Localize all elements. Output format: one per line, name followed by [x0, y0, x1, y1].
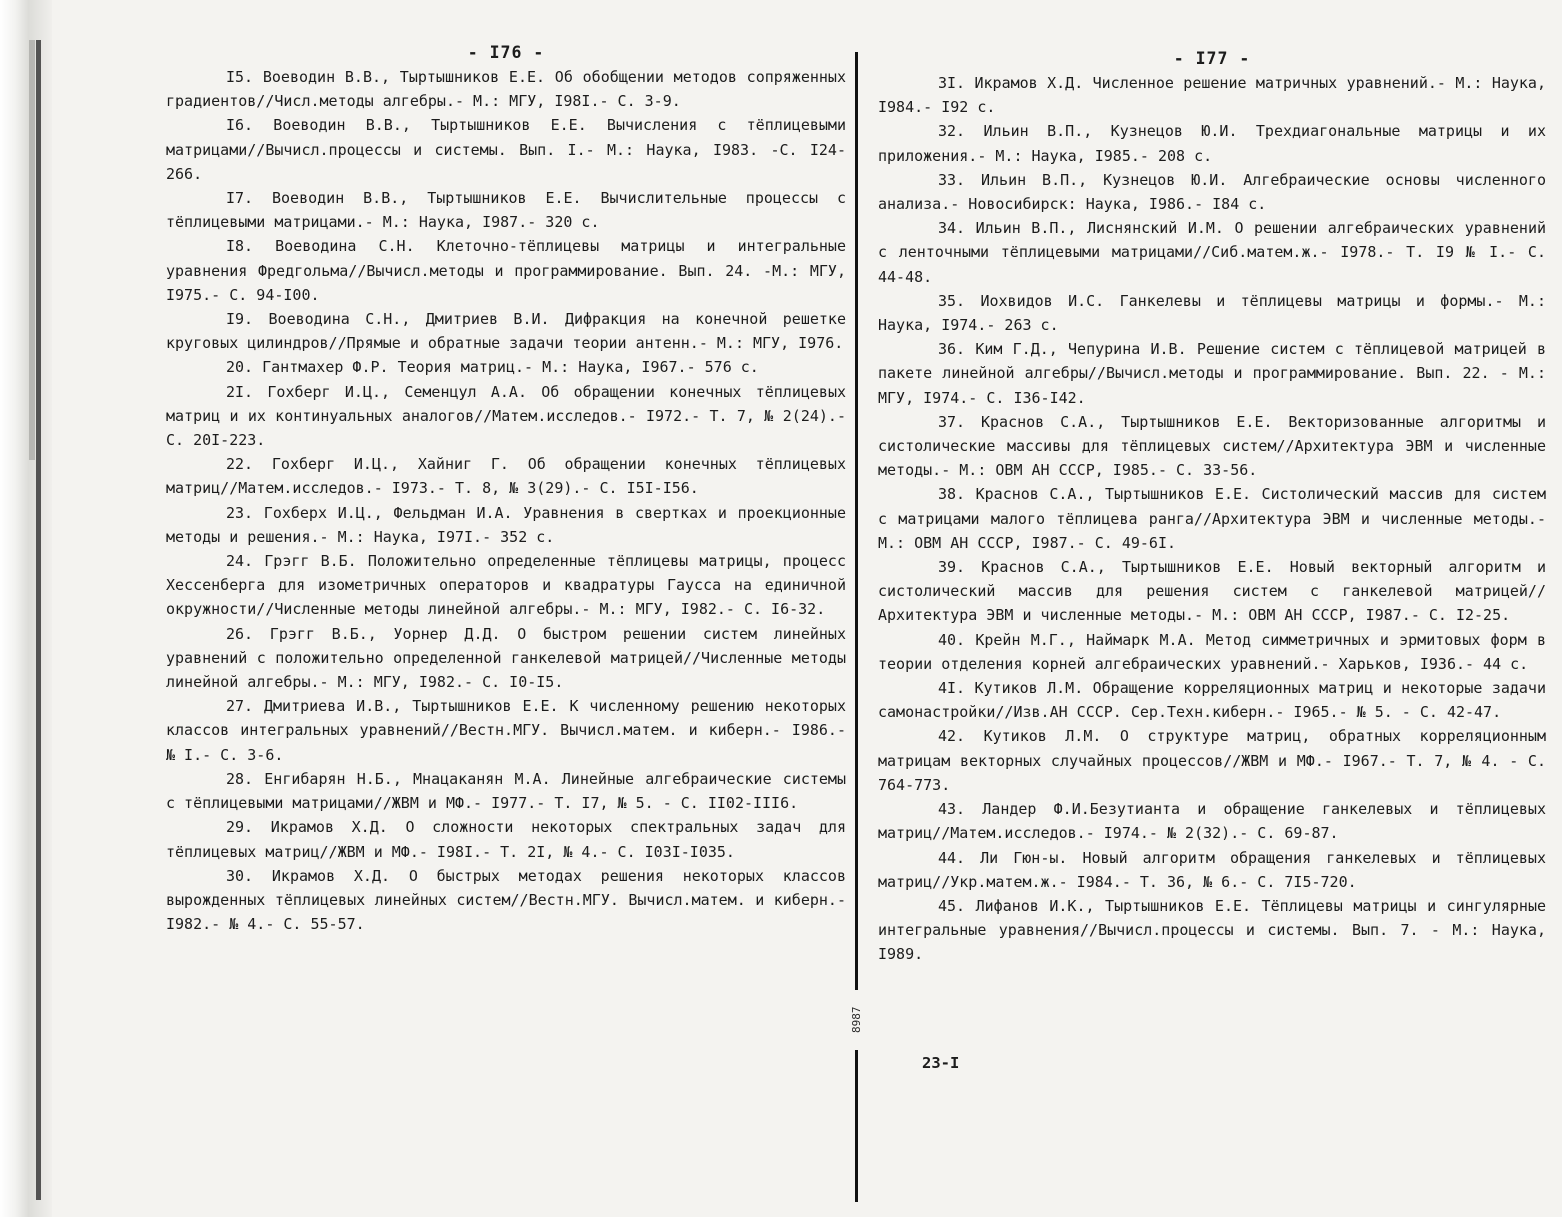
right-bibliography-list: [878, 71, 1546, 967]
bibliography-entry: 32. Ильин В.П., Кузнецов Ю.И. Трехдиагональные матрицы и их приложения.- М.: Наука, I985.- 208 с.: [878, 122, 1546, 165]
bibliography-entry: 43. Ландер Ф.И.Безутианта и обращение ганкелевых и тёплицевых матриц//Матем.исследов.- I974.- № 2(32).- С. 69-87.: [878, 800, 1546, 843]
binding-edge: [0, 0, 52, 1217]
bibliography-entry: 38. Краснов С.А., Тыртышников Е.Е. Систолический массив для систем с матрицами малого тёплицева ранга//Архитектура ЭВМ и численные методы.- М.: ОВМ АН СССР, I987.- С. 49-6I.: [878, 485, 1546, 552]
bibliography-entry: 34. Ильин В.П., Лиснянский И.М. О решении алгебраических уравнений с ленточными тёплицевыми матрицами//Сиб.матем.ж.- I978.- Т. I9 № I.- С. 44-48.: [878, 219, 1546, 286]
right-page-number: - I77 -: [1173, 49, 1251, 68]
bibliography-entry: 42. Кутиков Л.М. О структуре матриц, обратных корреляционным матрицам векторных случайных процессов//ЖВМ и МФ.- I967.- Т. 7, № 4. - С. 764-773.: [878, 727, 1546, 794]
bibliography-entry: 29. Икрамов Х.Д. О сложности некоторых спектральных задач для тёплицевых матриц//ЖВМ и МФ.- I98I.- Т. 2I, № 4.- С. I03I-I035.: [166, 818, 846, 861]
bibliography-entry: 2I. Гохберг И.Ц., Семенцул А.А. Об обращении конечных тёплицевых матриц и их континуальных аналогов//Матем.исследов.- I972.- Т. 7, № 2(24).- С. 20I-223.: [166, 382, 846, 450]
bibliography-entry: 39. Краснов С.А., Тыртышников Е.Е. Новый векторный алгоритм и систолический массив для решения систем с ганкелевой матрицей//Архитектура ЭВМ и численные методы.- М.: ОВМ АН СССР, I987.- С. I2-25.: [878, 558, 1546, 625]
left-bibliography-list: [166, 65, 846, 936]
right-page: [878, 46, 1546, 1096]
bibliography-entry: 20. Гантмахер Ф.Р. Теория матриц.- М.: Наука, I967.- 576 с.: [226, 358, 759, 377]
bibliography-entry: 24. Грэгг В.Б. Положительно определенные тёплицевы матрицы, процесс Хессенберга для изометричных операторов и квадратуры Гаусса на единичной окружности//Численные методы линейной алгебры.- М.: МГУ, I982.- С. I6-32.: [166, 552, 846, 619]
left-page-number: - I76 -: [467, 43, 545, 62]
bibliography-entry: I6. Воеводин В.В., Тыртышников Е.Е. Вычисления с тёплицевыми матрицами//Вычисл.процессы и системы. Вып. I.- М.: Наука, I983. -С. I24-266.: [166, 116, 846, 183]
bibliography-entry: 3I. Икрамов Х.Д. Численное решение матричных уравнений.- М.: Наука, I984.- I92 с.: [878, 74, 1546, 117]
signature-mark: 23-I: [922, 1054, 960, 1072]
bibliography-entry: 23. Гохберх И.Ц., Фельдман И.А. Уравнения в свертках и проекционные методы и решения.- М.: Наука, I97I.- 352 с.: [166, 503, 846, 546]
bibliography-entry: 26. Грэгг В.Б., Уорнер Д.Д. О быстром решении систем линейных уравнений с положительно определенной ганкелевой матрицей//Численные методы линейной алгебры.- М.: МГУ, I982.- С. I0-I5.: [166, 624, 846, 692]
bibliography-entry: 30. Икрамов Х.Д. О быстрых методах решения некоторых классов вырожденных тёплицевых линейных систем//Вестн.МГУ. Вычисл.матем. и киберн.- I982.- № 4.- С. 55-57.: [166, 866, 846, 934]
binding-rule: [36, 40, 41, 1200]
bibliography-entry: 33. Ильин В.П., Кузнецов Ю.И. Алгебраические основы численного анализа.- Новосибирск: Наука, I986.- I84 с.: [878, 170, 1546, 214]
bibliography-entry: 22. Гохберг И.Ц., Хайниг Г. Об обращении конечных тёплицевых матриц//Матем.исследов.- I973.- Т. 8, № 3(29).- С. I5I-I56.: [166, 455, 846, 498]
bibliography-entry: 28. Енгибарян Н.Б., Мнацаканян М.А. Линейные алгебраические системы с тёплицевыми матрицами//ЖВМ и МФ.- I977.- Т. I7, № 5. - С. II02-III6.: [166, 769, 846, 813]
gutter-stamp: 8987: [850, 990, 870, 1050]
bibliography-entry: I7. Воеводин В.В., Тыртышников Е.Е. Вычислительные процессы с тёплицевыми матрицами.- М.: Наука, I987.- 320 с.: [166, 189, 846, 232]
bibliography-entry: 44. Ли Гюн-ы. Новый алгоритм обращения ганкелевых и тёплицевых матриц//Укр.матем.ж.- I984.- Т. 36, № 6.- С. 7I5-720.: [878, 848, 1546, 891]
bibliography-entry: I5. Воеводин В.В., Тыртышников Е.Е. Об обобщении методов сопряженных градиентов//Числ.методы алгебры.- М.: МГУ, I98I.- С. 3-9.: [166, 68, 846, 111]
bibliography-entry: 36. Ким Г.Д., Чепурина И.В. Решение систем с тёплицевой матрицей в пакете линейной алгебры//Вычисл.методы и программирование. Вып. 22. - М.: МГУ, I974.- С. I36-I42.: [878, 340, 1546, 407]
bibliography-entry: I8. Воеводина С.Н. Клеточно-тёплицевы матрицы и интегральные уравнения Фредгольма//Вычисл.методы и программирование. Вып. 24. -М.: МГУ, I975.- С. 94-I00.: [166, 237, 846, 304]
left-page: [166, 40, 846, 1030]
bibliography-entry: 27. Дмитриева И.В., Тыртышников Е.Е. К численному решению некоторых классов интегральных уравнений//Вестн.МГУ. Вычисл.матем. и киберн.- I986.- № I.- С. 3-6.: [166, 697, 846, 764]
binding-shadow: [29, 40, 35, 460]
bibliography-entry: 45. Лифанов И.К., Тыртышников Е.Е. Тёплицевы матрицы и сингулярные интегральные уравнения//Вычисл.процессы и системы. Вып. 7. - М.: Наука, I989.: [878, 896, 1546, 964]
bibliography-entry: 4I. Кутиков Л.М. Обращение корреляционных матриц и некоторые задачи самонастройки//Изв.АН СССР. Сер.Техн.киберн.- I965.- № 5. - С. 42-47.: [878, 679, 1546, 722]
bibliography-entry: 40. Крейн М.Г., Наймарк М.А. Метод симметричных и эрмитовых форм в теории отделения корней алгебраических уравнений.- Харьков, I936.- 44 с.: [878, 630, 1546, 673]
bibliography-entry: 37. Краснов С.А., Тыртышников Е.Е. Векторизованные алгоритмы и систолические массивы для тёплицевых систем//Архитектура ЭВМ и численные методы.- М.: ОВМ АН СССР, I985.- С. 33-56.: [878, 412, 1546, 480]
bibliography-entry: I9. Воеводина С.Н., Дмитриев В.И. Дифракция на конечной решетке круговых цилиндров//Прямые и обратные задачи теории антенн.- М.: МГУ, I976.: [166, 310, 846, 353]
bibliography-entry: 35. Иохвидов И.С. Ганкелевы и тёплицевы матрицы и формы.- М.: Наука, I974.- 263 с.: [878, 291, 1546, 335]
